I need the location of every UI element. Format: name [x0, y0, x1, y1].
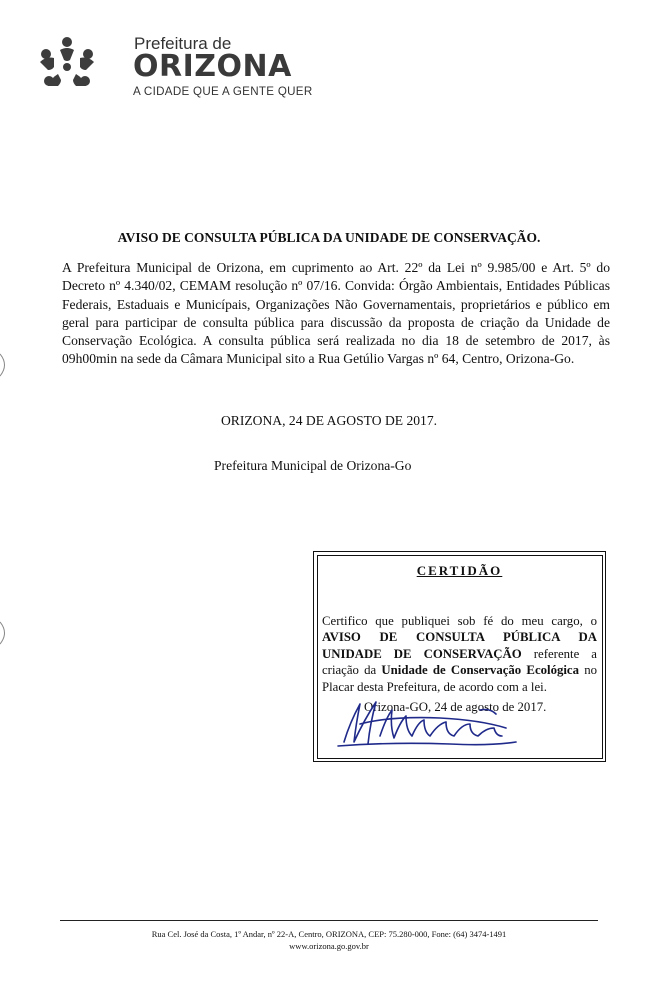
footer-divider: [60, 920, 598, 921]
certificate-text-bold-1: AVISO DE CONSULTA PÚBLICA DA UNIDADE DE CONSERVAÇÃO: [322, 630, 597, 661]
certificate-title: CERTIDÃO: [416, 563, 503, 578]
logo-slogan: A CIDADE QUE A GENTE QUER: [133, 85, 313, 98]
certificate-text-3: no Placar desta Prefeitura, de acordo com a lei.: [322, 663, 598, 694]
scan-mark: [0, 620, 12, 646]
footer-address: Rua Cel. José da Costa, 1º Andar, nº 22-A, Centro, ORIZONA, CEP: 75.280-000, Fone: (64) 3474-1491: [151, 929, 507, 939]
logo-name: ORIZONA: [133, 49, 292, 84]
handwritten-signature: [330, 692, 530, 752]
document-date: ORIZONA, 24 DE AGOSTO DE 2017.: [220, 413, 438, 428]
certificate-date: Orizona-GO, 24 de agosto de 2017.: [364, 700, 547, 714]
footer-website: www.orizona.go.gov.br: [289, 941, 369, 951]
document-body: A Prefeitura Municipal de Orizona, em cuprimento ao Art. 22º da Lei nº 9.985/00 e Art. 5º do Decreto nº 4.340/02, CEMAM resolução nº 07/16. Convida: Órgão Ambientais, Entidades Públicas Federais, Estaduais e Municípais, Organizações Não Governamentais, proprietários e público em geral para participar de consulta pública para discussão da proposta de criação da Unidade de Conservação Ecológica. A consulta pública será realizada no dia 18 de setembro de 2017, às 09h00min na sede da Câmara Municipal sito a Rua Getúlio Vargas nº 64, Centro, Orizona-Go.: [62, 260, 610, 367]
scan-mark: [0, 352, 12, 378]
orizona-logo: [36, 32, 313, 102]
document-signatory: Prefeitura Municipal de Orizona-Go: [214, 458, 412, 473]
people-circle-icon: [36, 34, 98, 94]
certificate-text-2: referente a criação da: [322, 646, 597, 678]
logo-prefix: Prefeitura de: [134, 34, 232, 53]
document-title: AVISO DE CONSULTA PÚBLICA DA UNIDADE DE CONSERVAÇÃO.: [117, 230, 541, 245]
certificate-text-bold-2: Unidade de Conservação Ecológica: [381, 663, 580, 678]
certificate-text-1: Certifico que publiquei sob fé do meu cargo, o: [322, 614, 597, 628]
certificate-text: [322, 613, 597, 695]
